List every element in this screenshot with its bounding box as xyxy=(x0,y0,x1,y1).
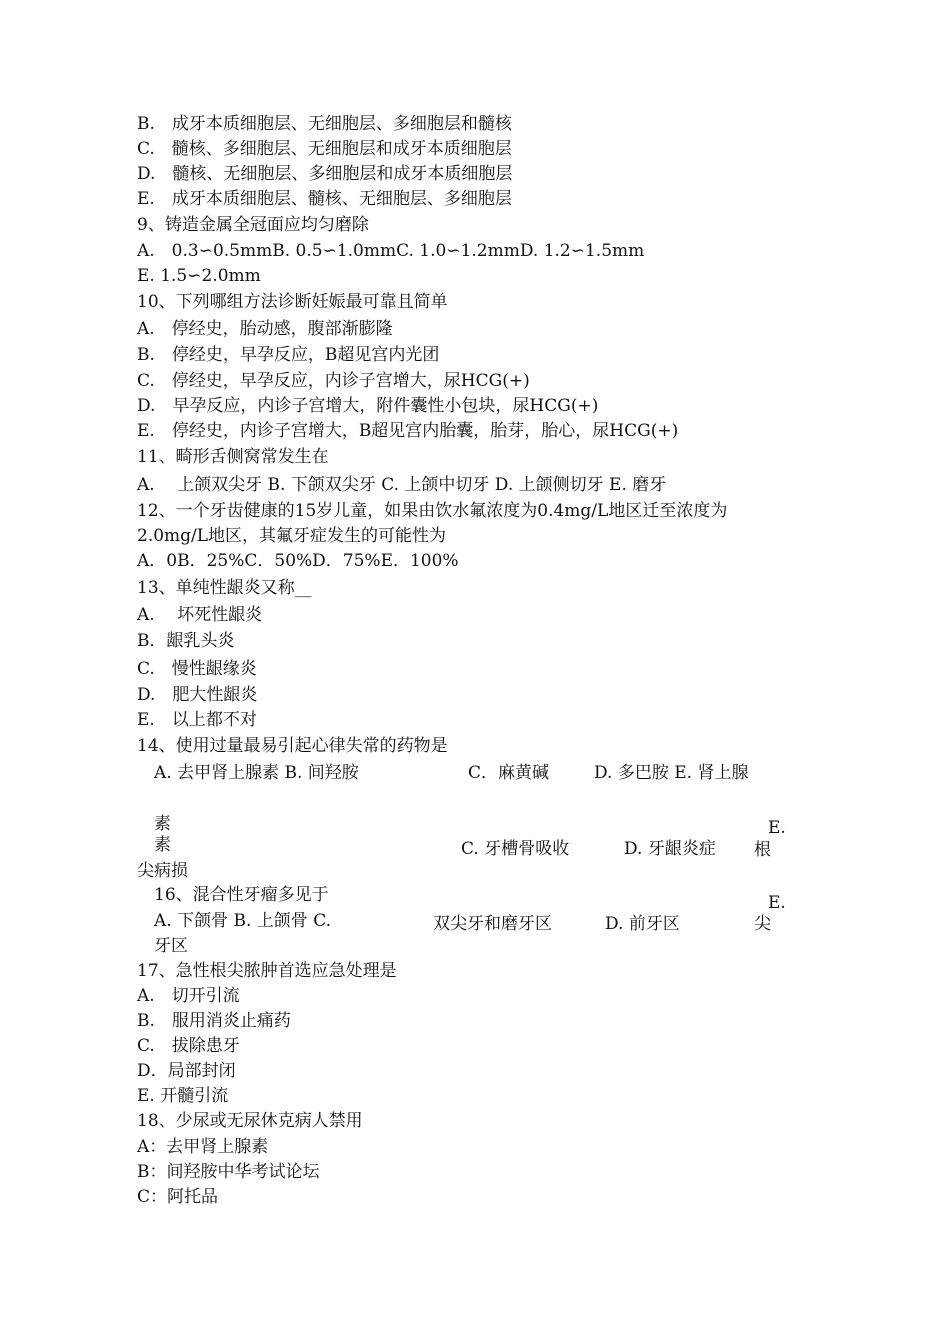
question-title: 10、下列哪组方法诊断妊娠最可靠且简单 xyxy=(137,292,448,312)
text-line: 2.0mg/L地区，其氟牙症发生的可能性为 xyxy=(137,526,447,546)
text-line: A. 切开引流 xyxy=(137,986,240,1006)
text-line: E. 开髓引流 xyxy=(137,1086,229,1106)
text-line: D. 早孕反应，内诊子宫增大，附件囊性小包块，尿HCG(+) xyxy=(137,396,599,416)
text-line: C. 拔除患牙 xyxy=(137,1036,240,1056)
text-line: E. 1.5∽2.0mm xyxy=(137,266,261,286)
fragment-text: 根 xyxy=(754,840,771,860)
text-line: B：间羟胺中华考试论坛 xyxy=(137,1162,320,1182)
text-line: D. 肥大性龈炎 xyxy=(137,685,258,705)
text-line: B. 成牙本质细胞层、无细胞层、多细胞层和髓核 xyxy=(137,114,512,134)
question-title: 9、铸造金属全冠面应均匀磨除 xyxy=(137,215,369,235)
text-line: A. 0.3∽0.5mmB. 0.5∽1.0mmC. 1.0∽1.2mmD. 1.2∽1.5mm xyxy=(137,241,645,261)
text-line: A．0B．25%C．50%D．75%E．100% xyxy=(137,551,459,571)
text-line: C. 慢性龈缘炎 xyxy=(137,659,257,679)
text-line: A：去甲肾上腺素 xyxy=(137,1137,269,1157)
text-line: C. 停经史，早孕反应，内诊子宫增大，尿HCG(+) xyxy=(137,371,530,391)
text-line: A. 坏死性龈炎 xyxy=(137,605,263,625)
question-title: 14、使用过量最易引起心律失常的药物是 xyxy=(137,736,448,756)
question-title: 17、急性根尖脓肿首选应急处理是 xyxy=(137,961,397,981)
fragment-text: 牙区 xyxy=(154,936,188,956)
text-line: E. 成牙本质细胞层、髓核、无细胞层、多细胞层 xyxy=(137,189,512,209)
option-text: D. 前牙区 xyxy=(605,914,680,934)
option-text: E. xyxy=(768,893,786,913)
text-line: C. 髓核、多细胞层、无细胞层和成牙本质细胞层 xyxy=(137,139,512,159)
q14-option-col3: D. 多巴胺 E. 肾上腺 xyxy=(594,763,749,783)
fragment-text: 尖 xyxy=(754,914,771,934)
text-line: E. 停经史，内诊子宫增大，B超见宫内胎囊，胎芽，胎心，尿HCG(+) xyxy=(137,421,679,441)
fragment-text: 尖病损 xyxy=(137,861,188,881)
text-line: B. 停经史，早孕反应，B超见宫内光团 xyxy=(137,345,440,365)
question-title: 13、单纯性龈炎又称__ xyxy=(137,578,312,598)
text-line: B．龈乳头炎 xyxy=(137,631,235,651)
option-text: C. 牙槽骨吸收 xyxy=(461,839,570,859)
question-title: 12、一个牙齿健康的15岁儿童，如果由饮水氟浓度为0.4mg/L地区迁至浓度为 xyxy=(137,501,728,521)
text-line: A. 上颌双尖牙 B. 下颌双尖牙 C. 上颌中切牙 D. 上颌侧切牙 E. 磨牙 xyxy=(137,475,667,495)
question-title: 18、少尿或无尿休克病人禁用 xyxy=(137,1111,363,1131)
fragment-text: 素 xyxy=(154,814,171,834)
option-text: A. 下颌骨 B. 上颌骨 C. xyxy=(154,911,331,931)
q14-option-col2: C．麻黄碱 xyxy=(468,763,550,783)
text-line: D. 髓核、无细胞层、多细胞层和成牙本质细胞层 xyxy=(137,164,513,184)
text-line: A. 停经史，胎动感，腹部渐膨隆 xyxy=(137,319,393,339)
text-line: C：阿托品 xyxy=(137,1187,219,1207)
question-title: 11、畸形舌侧窝常发生在 xyxy=(137,447,329,467)
text-line: B. 服用消炎止痛药 xyxy=(137,1011,291,1031)
question-title: 16、混合性牙瘤多见于 xyxy=(154,885,329,905)
option-text: 双尖牙和磨牙区 xyxy=(433,914,552,934)
option-text: E. xyxy=(768,818,786,838)
q14-option-col1: A. 去甲肾上腺素 B. 间羟胺 xyxy=(154,763,359,783)
text-line: E. 以上都不对 xyxy=(137,710,257,730)
option-text: D. 牙龈炎症 xyxy=(624,839,716,859)
fragment-text: 素 xyxy=(154,835,171,855)
text-line: D．局部封闭 xyxy=(137,1061,236,1081)
